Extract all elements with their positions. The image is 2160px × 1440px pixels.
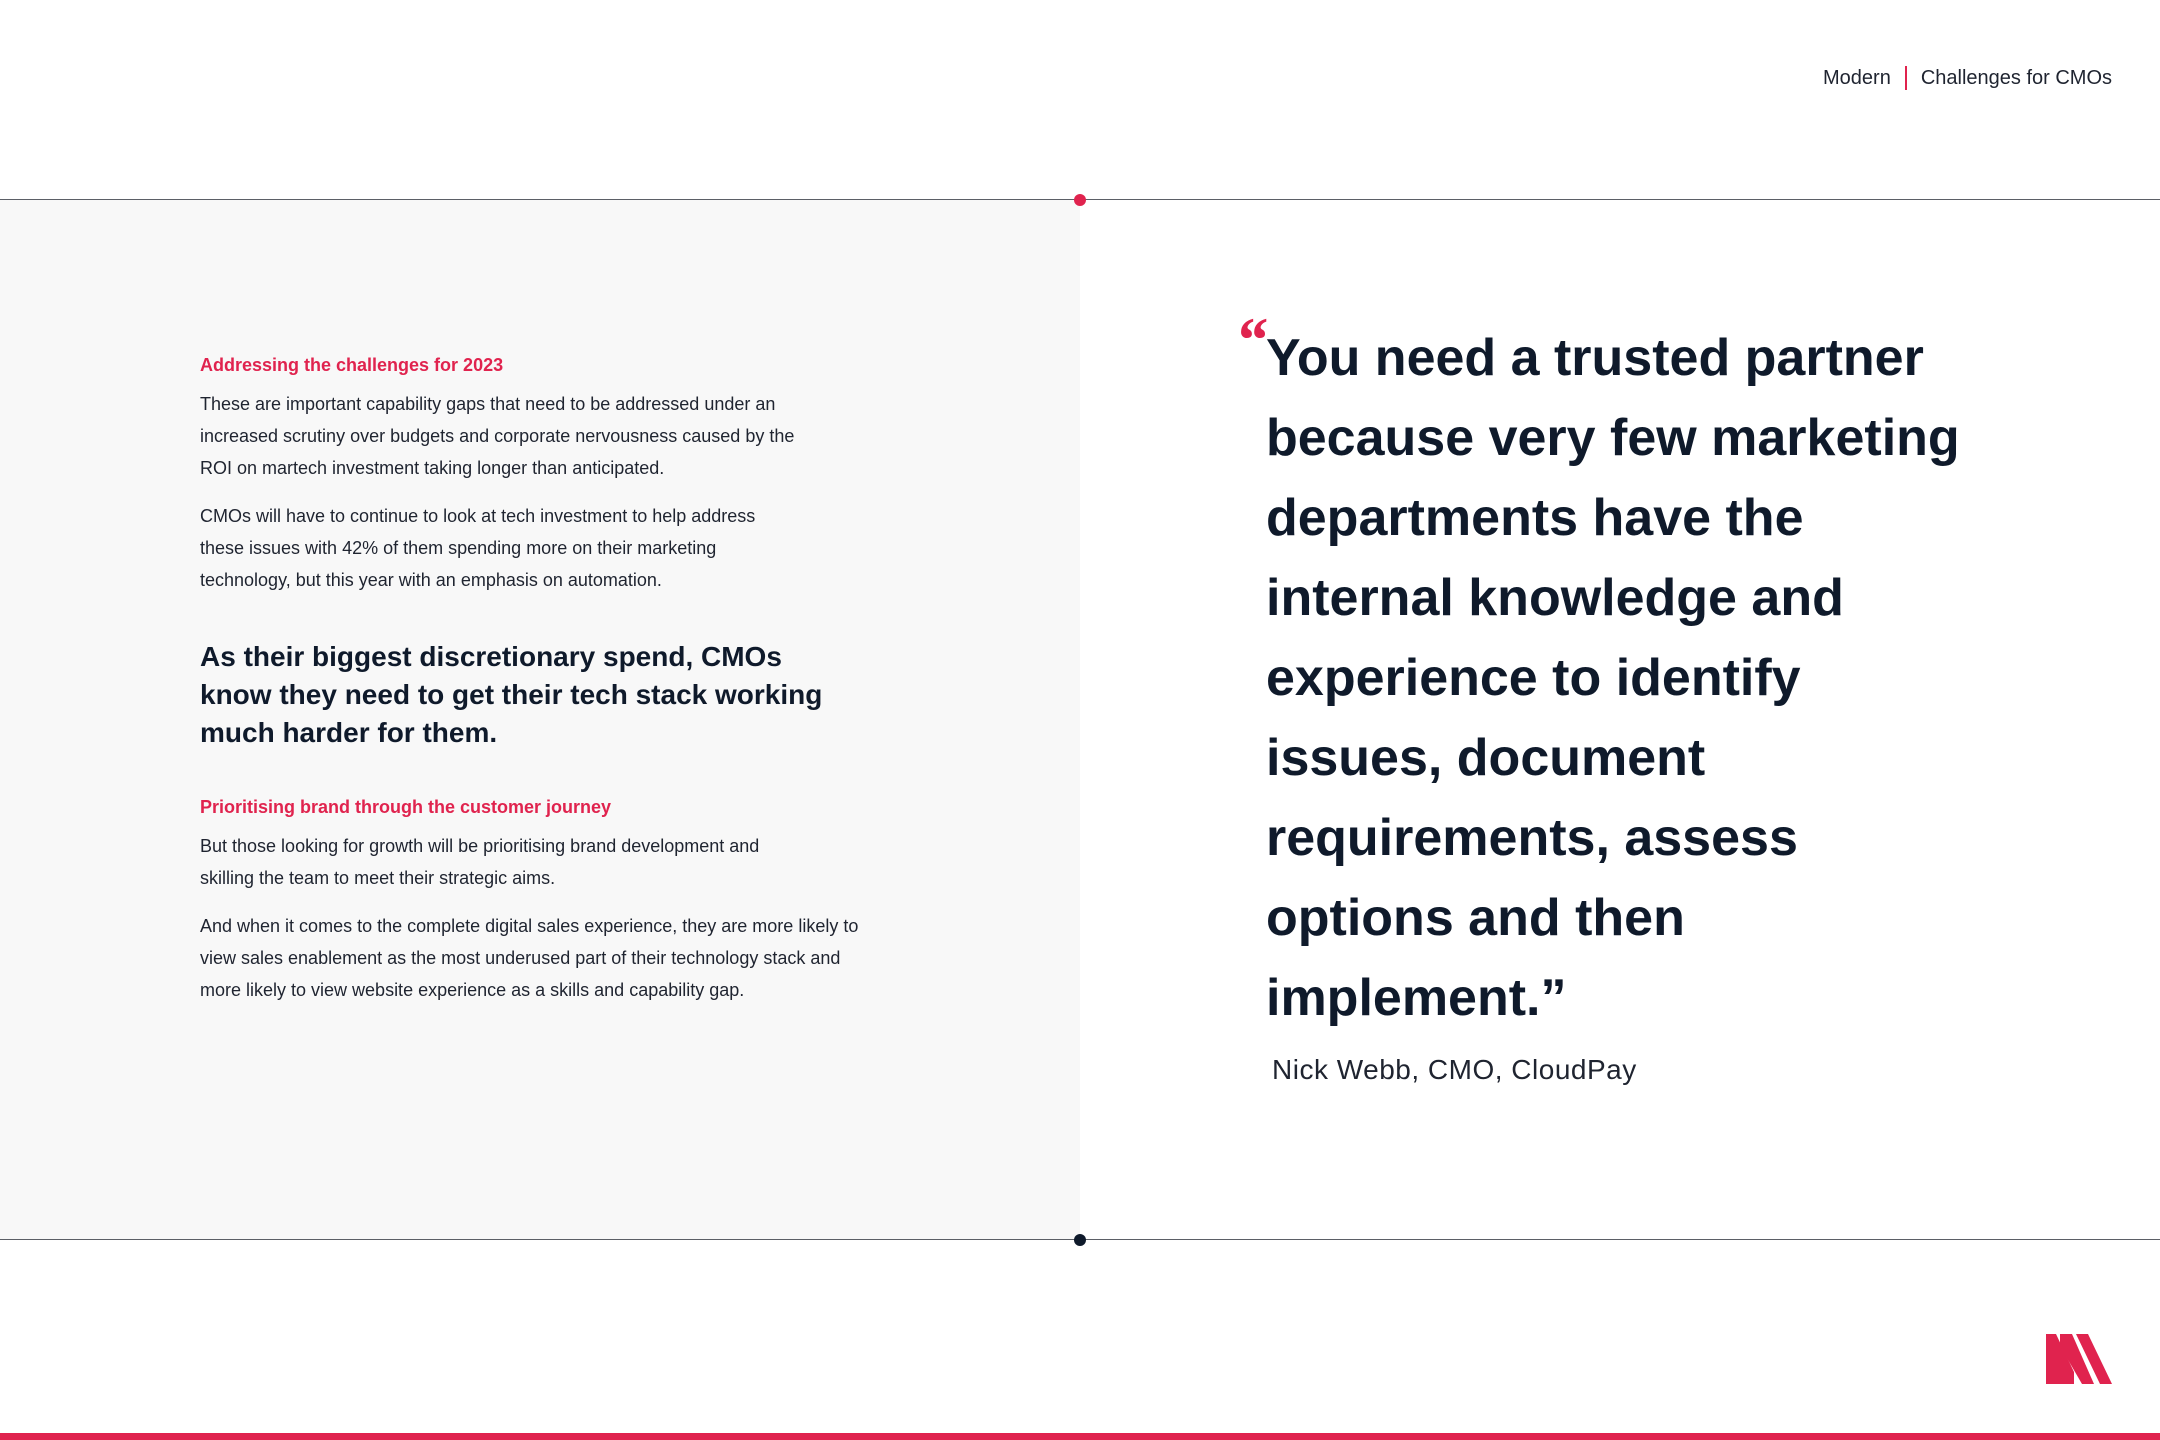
header-brand: Modern (1823, 66, 1891, 89)
section2-paragraph-1: But those looking for growth will be prioritising brand development and skilling the team to meet their strategic aims. (200, 836, 760, 888)
bottom-accent-bar (0, 1433, 2160, 1440)
section2-paragraph-2: And when it comes to the complete digital sales experience, they are more likely to view sales enablement as the most underused part of their technology stack and more likely to view website experience as a skills and capability gap. (200, 916, 859, 1000)
left-content (200, 354, 900, 1022)
header-section: Challenges for CMOs (1920, 66, 2112, 89)
header-separator (1905, 66, 1907, 90)
quote-block (1228, 304, 1988, 1086)
section1-paragraph-1: These are important capability gaps that need to be addressed under an increased scrutiny over budgets and corporate nervousness caused by the ROI on martech investment taking longer than anticipated. (200, 394, 795, 478)
bottom-divider-dot (1074, 1234, 1086, 1246)
quote-attribution: Nick Webb, CMO, CloudPay (1272, 1054, 1637, 1085)
modern-logo-icon (2046, 1334, 2112, 1384)
section1-paragraph-2: CMOs will have to continue to look at tech investment to help address these issues with 42% of them spending more on their marketing technology, but this year with an emphasis on automation. (200, 506, 756, 590)
callout-text: As their biggest discretionary spend, CMOs know they need to get their tech stack working much harder for them. (200, 641, 823, 748)
section2-subhead: Prioritising brand through the customer journey (200, 797, 612, 817)
quote-text: You need a trusted partner because very few marketing departments have the internal knowledge and experience to identify issues, document requirements, assess options and then implement.” (1266, 329, 1960, 1027)
section1-subhead: Addressing the challenges for 2023 (200, 355, 504, 375)
header (1823, 66, 2112, 90)
top-divider-dot (1074, 194, 1086, 206)
quote-mark-icon: “ (1235, 304, 1267, 375)
